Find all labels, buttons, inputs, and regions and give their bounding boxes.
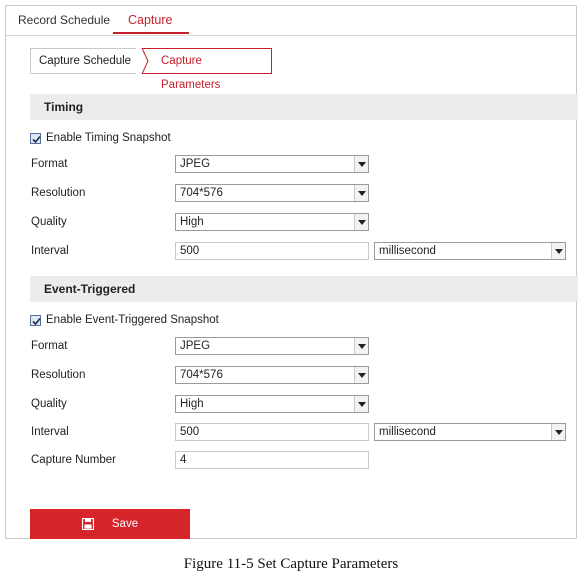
chevron-down-icon[interactable] bbox=[354, 396, 368, 412]
event-format-value: JPEG bbox=[180, 340, 211, 352]
event-quality-label: Quality bbox=[31, 398, 67, 410]
timing-interval-input[interactable]: 500 bbox=[175, 242, 369, 260]
timing-resolution-value: 704*576 bbox=[180, 187, 223, 199]
active-tab-indicator bbox=[113, 32, 189, 34]
tab-capture[interactable]: Capture bbox=[128, 13, 173, 27]
event-section-header: Event-Triggered bbox=[30, 276, 578, 302]
save-button-label: Save bbox=[111, 518, 139, 530]
timing-section-header: Timing bbox=[30, 94, 578, 120]
enable-event-snapshot-row[interactable] bbox=[30, 312, 219, 328]
chevron-down-icon[interactable] bbox=[551, 424, 565, 440]
capture-number-input[interactable]: 4 bbox=[175, 451, 369, 469]
timing-resolution-select[interactable] bbox=[175, 184, 369, 202]
checkbox-checked-icon[interactable] bbox=[30, 315, 41, 326]
capture-number-label: Capture Number bbox=[31, 454, 117, 466]
event-resolution-label: Resolution bbox=[31, 369, 86, 381]
event-interval-input[interactable]: 500 bbox=[175, 423, 369, 441]
timing-interval-label: Interval bbox=[31, 245, 69, 257]
subtab-capture-parameters[interactable]: Capture Parameters bbox=[142, 48, 272, 74]
event-quality-value: High bbox=[180, 398, 204, 410]
chevron-down-icon[interactable] bbox=[354, 367, 368, 383]
checkbox-checked-icon[interactable] bbox=[30, 133, 41, 144]
chevron-down-icon[interactable] bbox=[354, 214, 368, 230]
timing-quality-label: Quality bbox=[31, 216, 67, 228]
chevron-down-icon[interactable] bbox=[354, 156, 368, 172]
timing-format-select[interactable] bbox=[175, 155, 369, 173]
event-interval-unit-select[interactable] bbox=[374, 423, 566, 441]
event-format-select[interactable] bbox=[175, 337, 369, 355]
event-interval-label: Interval bbox=[31, 426, 69, 438]
timing-format-label: Format bbox=[31, 158, 68, 170]
timing-format-value: JPEG bbox=[180, 158, 211, 170]
enable-event-snapshot-label: Enable Event-Triggered Snapshot bbox=[46, 314, 219, 326]
event-quality-select[interactable] bbox=[175, 395, 369, 413]
save-button[interactable] bbox=[30, 509, 190, 539]
enable-timing-snapshot-label: Enable Timing Snapshot bbox=[46, 132, 171, 144]
tab-record-schedule[interactable]: Record Schedule bbox=[18, 13, 111, 27]
floppy-disk-icon bbox=[82, 518, 94, 530]
timing-interval-unit-select[interactable] bbox=[374, 242, 566, 260]
enable-timing-snapshot-row[interactable] bbox=[30, 130, 171, 146]
chevron-down-icon[interactable] bbox=[354, 185, 368, 201]
timing-resolution-label: Resolution bbox=[31, 187, 86, 199]
subtab-capture-schedule[interactable]: Capture Schedule bbox=[30, 48, 142, 74]
timing-interval-unit-value: millisecond bbox=[379, 245, 436, 257]
event-resolution-value: 704*576 bbox=[180, 369, 223, 381]
chevron-down-icon[interactable] bbox=[354, 338, 368, 354]
event-resolution-select[interactable] bbox=[175, 366, 369, 384]
capture-settings-panel bbox=[5, 5, 577, 539]
event-format-label: Format bbox=[31, 340, 68, 352]
top-tab-bar bbox=[6, 6, 576, 36]
chevron-down-icon[interactable] bbox=[551, 243, 565, 259]
timing-quality-value: High bbox=[180, 216, 204, 228]
event-interval-unit-value: millisecond bbox=[379, 426, 436, 438]
figure-caption: Figure 11-5 Set Capture Parameters bbox=[183, 556, 399, 572]
timing-quality-select[interactable] bbox=[175, 213, 369, 231]
sub-tab-bar bbox=[30, 48, 272, 91]
